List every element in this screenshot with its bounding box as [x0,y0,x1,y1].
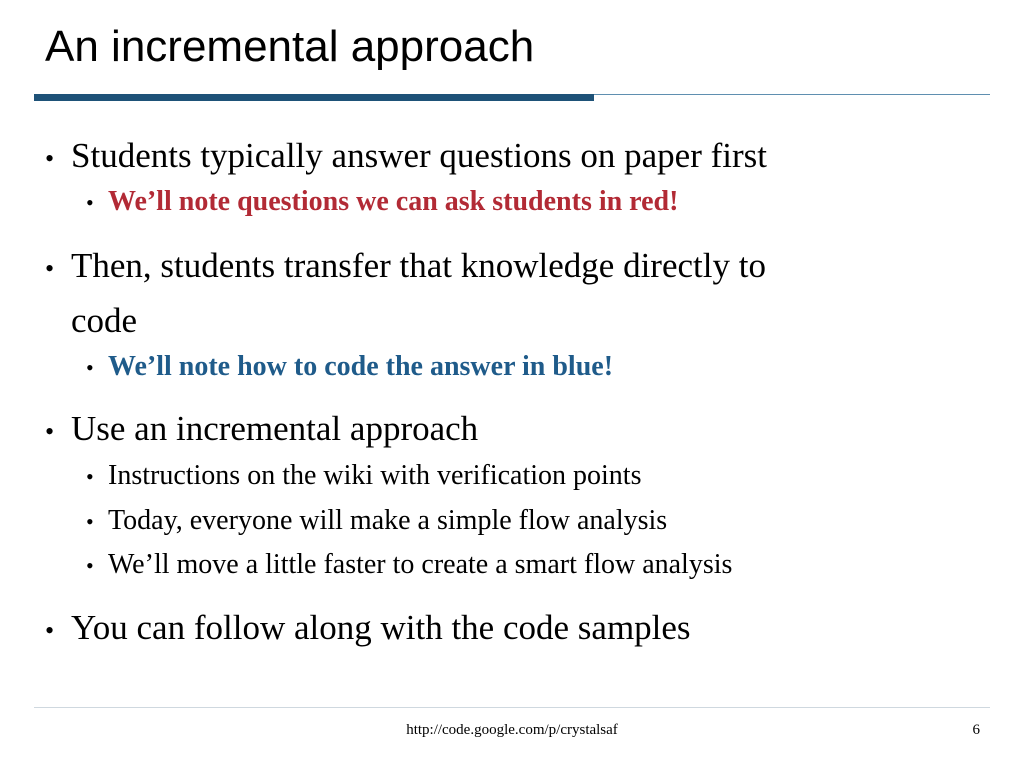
bullet-item [45,403,478,458]
bullet-text: Then, students transfer that knowledge directly to [71,246,766,285]
slide-title: An incremental approach [45,22,535,71]
bullet-dot-icon: • [45,254,55,283]
bullet-dot-icon: • [45,144,55,173]
bullet-item [45,130,767,185]
sub-bullet-item [86,456,641,497]
sub-bullet-item [86,347,613,388]
sub-bullet-text: Today, everyone will make a simple flow analysis [108,505,668,536]
sub-bullet-dot-icon: • [86,553,94,578]
bullet-dot-icon: • [45,616,55,645]
footer-url: http://code.google.com/p/crystalsaf [406,722,618,738]
bullet-text-continued: code [71,301,138,340]
sub-bullet-dot-icon: • [86,464,94,489]
page-number: 6 [972,722,980,738]
sub-bullet-text: Instructions on the wiki with verification points [108,460,642,491]
footer-divider [34,707,990,708]
bullet-text: You can follow along with the code samples [71,608,691,647]
bullet-dot-icon: • [45,417,55,446]
sub-bullet-text-red: We’ll note questions we can ask students in red! [108,186,679,217]
bullet-text: Use an incremental approach [71,409,479,448]
sub-bullet-item [86,182,678,223]
bullet-text: Students typically answer questions on paper first [71,136,767,175]
sub-bullet-item [86,501,667,542]
sub-bullet-dot-icon: • [86,190,94,215]
sub-bullet-item [86,545,732,586]
title-underline-thick [34,94,594,101]
sub-bullet-dot-icon: • [86,355,94,380]
bullet-item [45,240,766,347]
sub-bullet-text: We’ll move a little faster to create a smart flow analysis [108,549,733,580]
title-underline-thin [594,94,990,95]
bullet-item [45,602,691,657]
sub-bullet-dot-icon: • [86,509,94,534]
sub-bullet-text-blue: We’ll note how to code the answer in blue! [108,351,614,382]
